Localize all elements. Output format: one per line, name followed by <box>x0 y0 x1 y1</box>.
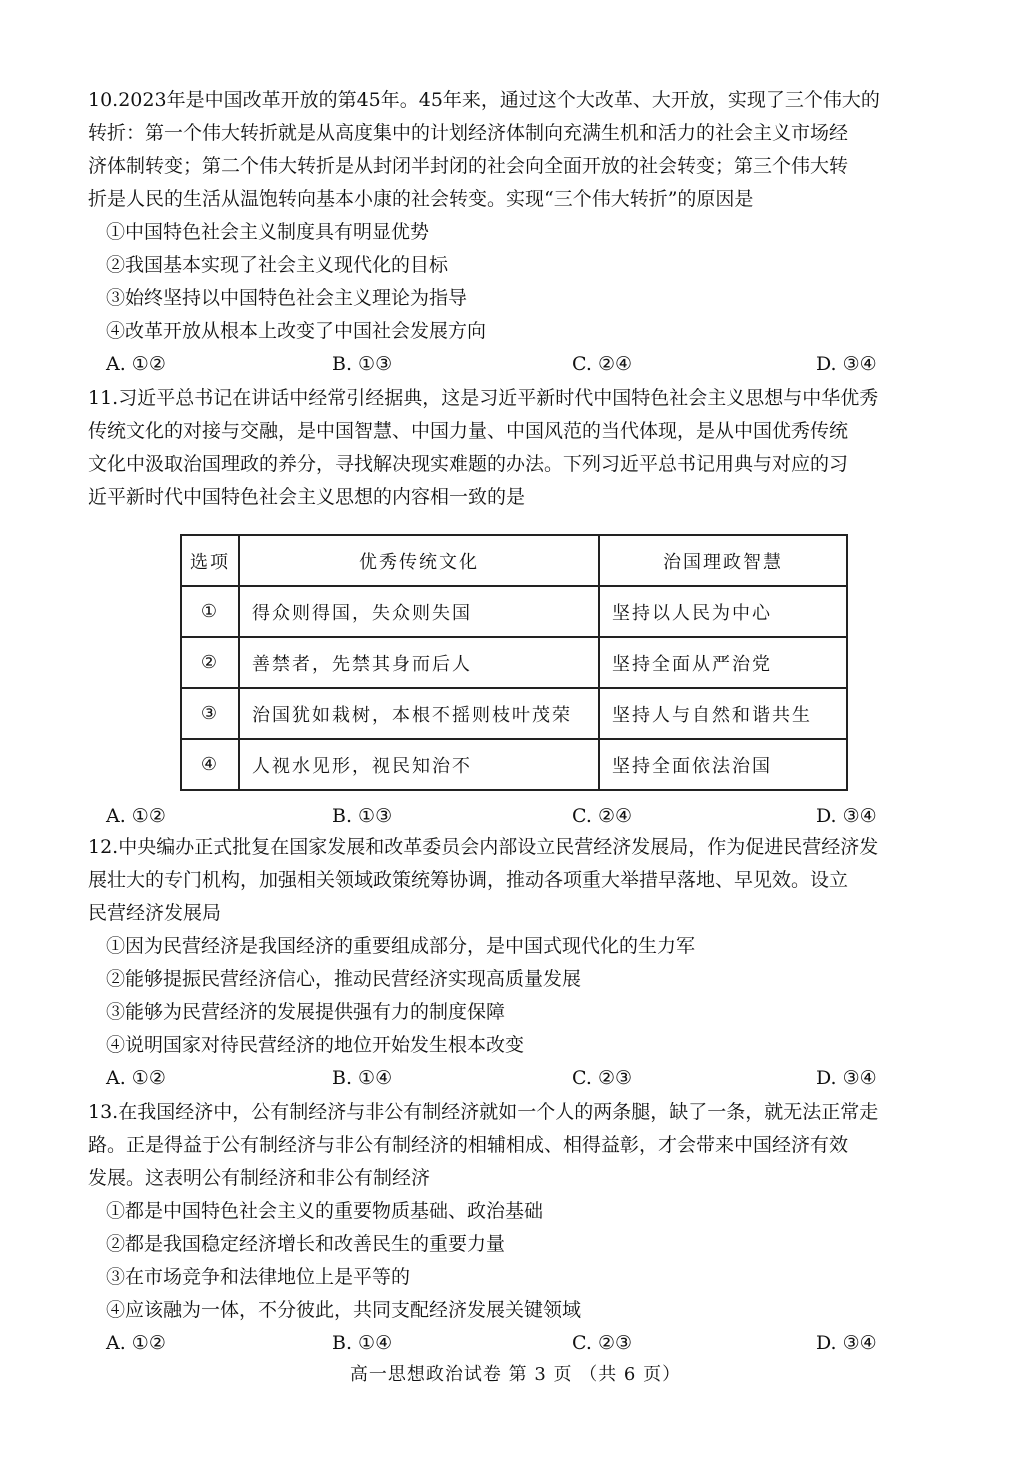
answer-b: B. ①③ <box>332 805 393 827</box>
table-header-cell: 治国理政智慧 <box>599 535 847 586</box>
answer-d: D. ③④ <box>816 353 877 375</box>
stem-line: 文化中汲取治国理政的养分，寻找解决现实难题的办法。下列习近平总书记用典与对应的习 <box>88 453 849 475</box>
answer-b: B. ①④ <box>332 1067 393 1089</box>
stem-line: 发展。这表明公有制经济和非公有制经济 <box>88 1167 431 1189</box>
answer-d: D. ③④ <box>816 805 877 827</box>
answer-a: A. ①② <box>106 805 166 827</box>
answer-b: B. ①④ <box>332 1332 393 1354</box>
table-cell: 善禁者，先禁其身而后人 <box>239 637 599 688</box>
answer-b: B. ①③ <box>332 353 393 375</box>
answer-choices <box>88 1327 948 1360</box>
answer-a: A. ①② <box>106 1332 166 1354</box>
statement-item: ③能够为民营经济的发展提供强有力的制度保障 <box>106 1001 506 1023</box>
question-13 <box>88 1096 948 1360</box>
table-cell: ④ <box>181 739 239 790</box>
table-header-cell: 选项 <box>181 535 239 586</box>
statement-item: ②能够提振民营经济信心，推动民营经济实现高质量发展 <box>106 968 582 990</box>
statement-item: ②都是我国稳定经济增长和改善民生的重要力量 <box>106 1233 506 1255</box>
question-stem <box>88 831 948 930</box>
stem-line: 13.在我国经济中，公有制经济与非公有制经济就如一个人的两条腿，缺了一条，就无法正常走 <box>88 1101 879 1123</box>
answer-choices <box>88 1062 948 1095</box>
question-10 <box>88 84 948 381</box>
statement-item: ①中国特色社会主义制度具有明显优势 <box>106 221 430 243</box>
statement-item: ①都是中国特色社会主义的重要物质基础、政治基础 <box>106 1200 544 1222</box>
table-row <box>181 637 847 688</box>
stem-line: 民营经济发展局 <box>88 902 222 924</box>
stem-line: 展壮大的专门机构，加强相关领域政策统筹协调，推动各项重大举措早落地、早见效。设立 <box>88 869 849 891</box>
stem-line: 12.中央编办正式批复在国家发展和改革委员会内部设立民营经济发展局，作为促进民营经济发 <box>88 836 879 858</box>
answer-d: D. ③④ <box>816 1332 877 1354</box>
table-cell: 坚持全面依法治国 <box>599 739 847 790</box>
statement-item: ③在市场竞争和法律地位上是平等的 <box>106 1266 411 1288</box>
table-cell: ③ <box>181 688 239 739</box>
stem-line: 10.2023年是中国改革开放的第45年。45年来，通过这个大改革、大开放，实现了三个伟大的 <box>88 89 880 111</box>
answer-c: C. ②④ <box>572 805 633 827</box>
stem-line: 11.习近平总书记在讲话中经常引经据典，这是习近平新时代中国特色社会主义思想与中华优秀 <box>88 387 879 409</box>
table-cell: 治国犹如栽树，本根不摇则枝叶茂荣 <box>239 688 599 739</box>
question-11-answers <box>88 800 948 833</box>
statement-item: ②我国基本实现了社会主义现代化的目标 <box>106 254 449 276</box>
statement-item: ①因为民营经济是我国经济的重要组成部分，是中国式现代化的生力军 <box>106 935 696 957</box>
answer-a: A. ①② <box>106 1067 166 1089</box>
stem-line: 传统文化的对接与交融，是中国智慧、中国力量、中国风范的当代体现，是从中国优秀传统 <box>88 420 849 442</box>
answer-c: C. ②③ <box>572 1067 633 1089</box>
page-footer: 高一思想政治试卷 第 3 页 （共 6 页） <box>349 1364 682 1385</box>
answer-c: C. ②③ <box>572 1332 633 1354</box>
table-cell: ① <box>181 586 239 637</box>
table-header-cell: 优秀传统文化 <box>239 535 599 586</box>
statement-item: ④改革开放从根本上改变了中国社会发展方向 <box>106 320 487 342</box>
answer-choices <box>88 348 948 381</box>
stem-line: 转折：第一个伟大转折就是从高度集中的计划经济体制向充满生机和活力的社会主义市场经 <box>88 122 849 144</box>
table-cell: 人视水见形，视民知治不 <box>239 739 599 790</box>
statement-item: ③始终坚持以中国特色社会主义理论为指导 <box>106 287 468 309</box>
answer-c: C. ②④ <box>572 353 633 375</box>
stem-line: 路。正是得益于公有制经济与非公有制经济的相辅相成、相得益彰，才会带来中国经济有效 <box>88 1134 849 1156</box>
question-stem <box>88 1096 948 1195</box>
table-cell: ② <box>181 637 239 688</box>
table-row <box>181 586 847 637</box>
question-stem <box>88 382 948 514</box>
question-11 <box>88 382 948 514</box>
question-12 <box>88 831 948 1095</box>
answer-a: A. ①② <box>106 353 166 375</box>
stem-line: 折是人民的生活从温饱转向基本小康的社会转变。实现“三个伟大转折”的原因是 <box>88 188 754 210</box>
table-header-row <box>181 535 847 586</box>
table-cell: 坚持人与自然和谐共生 <box>599 688 847 739</box>
table-row <box>181 688 847 739</box>
answer-choices <box>88 800 948 833</box>
question-stem <box>88 84 948 216</box>
culture-governance-table <box>180 534 848 791</box>
table-row <box>181 739 847 790</box>
stem-line: 济体制转变；第二个伟大转折是从封闭半封闭的社会向全面开放的社会转变；第三个伟大转 <box>88 155 849 177</box>
stem-line: 近平新时代中国特色社会主义思想的内容相一致的是 <box>88 486 526 508</box>
statement-item: ④应该融为一体，不分彼此，共同支配经济发展关键领域 <box>106 1299 582 1321</box>
statement-item: ④说明国家对待民营经济的地位开始发生根本改变 <box>106 1034 525 1056</box>
answer-d: D. ③④ <box>816 1067 877 1089</box>
table-cell: 坚持全面从严治党 <box>599 637 847 688</box>
table-cell: 坚持以人民为中心 <box>599 586 847 637</box>
table-cell: 得众则得国，失众则失国 <box>239 586 599 637</box>
